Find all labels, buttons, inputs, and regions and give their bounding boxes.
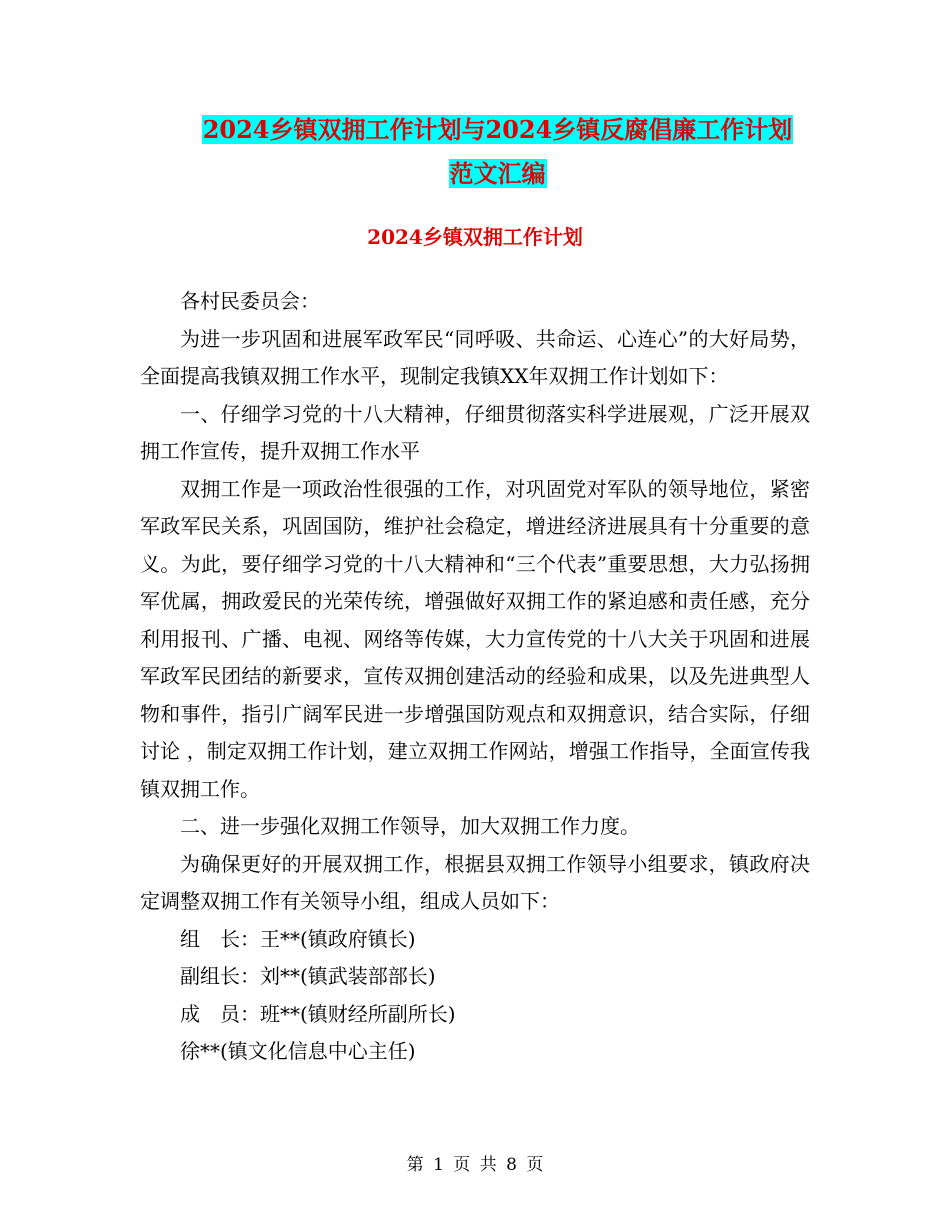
section-heading: 2024乡镇双拥工作计划: [367, 225, 583, 249]
document-title-text-1: 2024乡镇双拥工作计划与2024乡镇反腐倡廉工作计划: [202, 115, 793, 144]
paragraph-intro: 为进一步巩固和进展军政军民“同呼吸、共命运、心连心”的大好局势，全面提高我镇双拥工作水平，现制定我镇XX年双拥工作计划如下：: [140, 326, 810, 388]
document-title-text-2: 范文汇编: [449, 159, 546, 188]
paragraph-section-two-heading: 二、进一步强化双拥工作领导，加大双拥工作力度。: [180, 814, 640, 838]
leader-group-leader: 组 长：王**(镇政府镇长): [180, 926, 416, 951]
paragraph-section-one-heading: 一、仔细学习党的十八大精神，仔细贯彻落实科学进展观，广泛开展双拥工作宣传，提升双拥工作水平: [140, 401, 810, 463]
page-number-footer: 第 1 页 共 8 页: [406, 1155, 544, 1175]
paragraph-section-two-body: 为确保更好的开展双拥工作，根据县双拥工作领导小组要求，镇政府决定调整双拥工作有关领导小组，组成人员如下：: [140, 851, 810, 913]
leader-group-deputy: 副组长：刘**(镇武装部部长): [180, 964, 436, 988]
document-title-line-2: [140, 154, 855, 194]
paragraph-section-one-body: 双拥工作是一项政治性很强的工作，对巩固党对军队的领导地位，紧密军政军民关系，巩固国防，维护社会稳定，增进经济进展具有十分重要的意义。为此，要仔细学习党的十八大精神和“三个代表”重要思想，大力弘扬拥军优属，拥政爱民的光荣传统，增强做好双拥工作的紧迫感和责任感，充分利用报刊、广播、电视、网络等传媒，大力宣传党的十八大关于巩固和进展军政军民团结的新要求，宣传双拥创建活动的经验和成果，以及先进典型人物和事件，指引广阔军民进一步增强国防观点和双拥意识，结合实际，仔细讨论 ，制定双拥工作计划，建立双拥工作网站，增强工作指导，全面宣传我镇双拥工作。: [140, 476, 810, 801]
document-title-line-1: [140, 110, 855, 150]
document-body: [140, 283, 810, 1071]
leader-group-member-2: 徐**(镇文化信息中心主任): [180, 1039, 416, 1063]
paragraph-salutation: 各村民委员会：: [180, 289, 320, 313]
leader-group-member-1: 成 员：班**(镇财经所副所长): [180, 1001, 456, 1026]
